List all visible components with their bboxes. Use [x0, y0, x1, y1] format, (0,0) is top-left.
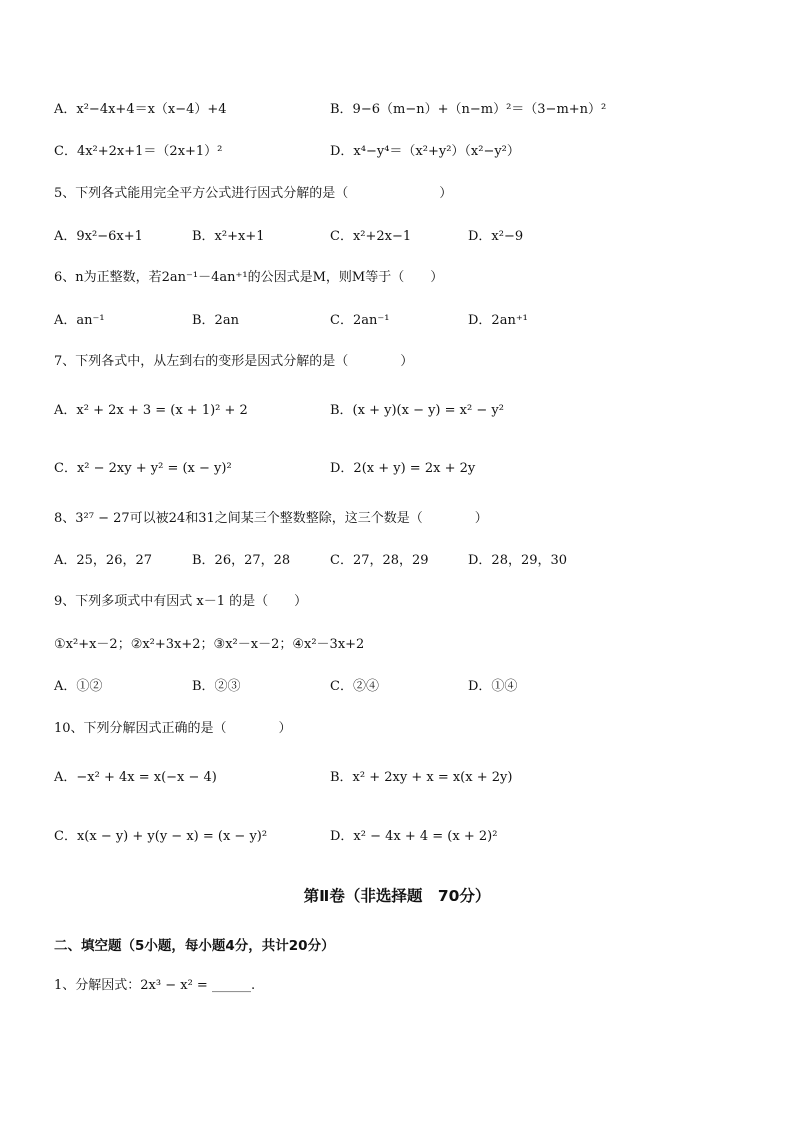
part-title: 二、填空题（5小题，每小题4分，共计20分）: [54, 938, 335, 954]
q9-option-d: D．①④: [468, 679, 518, 694]
q8-stem: 8、3²⁷ − 27可以被24和31之间某三个整数整除，这三个数是（ ）: [54, 511, 488, 526]
q8-option-d: D．28，29，30: [468, 553, 568, 568]
q5-option-b: B．x²+x+1: [192, 229, 265, 244]
q7-stem: 7、下列各式中，从左到右的变形是因式分解的是（ ）: [54, 354, 414, 369]
q7-option-b: B．(x + y)(x − y) = x² − y²: [330, 403, 504, 418]
q6-option-b: B．2an: [192, 313, 239, 328]
q5-stem: 5、下列各式能用完全平方公式进行因式分解的是（ ）: [54, 186, 453, 201]
fill-question-1: 1、分解因式：2x³ − x² = ______.: [54, 978, 256, 993]
q6-option-c: C．2an⁻¹: [330, 313, 390, 328]
q9-items: ①x²+x－2；②x²+3x+2；③x²－x－2；④x²－3x+2: [54, 637, 365, 652]
q7-option-a: A．x² + 2x + 3 = (x + 1)² + 2: [54, 403, 248, 418]
q8-option-b: B．26，27，28: [192, 553, 291, 568]
q5-option-c: C．x²+2x−1: [330, 229, 412, 244]
q4-option-d: D．x⁴−y⁴＝（x²+y²）（x²−y²）: [330, 144, 520, 159]
q4-option-a: A．x²−4x+4＝x（x−4）+4: [54, 102, 227, 117]
q9-stem: 9、下列多项式中有因式 x－1 的是（ ）: [54, 594, 308, 609]
q4-option-c: C．4x²+2x+1＝（2x+1）²: [54, 144, 223, 159]
q6-option-a: A．an⁻¹: [54, 313, 105, 328]
q9-option-b: B．②③: [192, 679, 241, 694]
q10-option-a: A．−x² + 4x = x(−x − 4): [54, 770, 217, 785]
q6-option-d: D．2an⁺¹: [468, 313, 528, 328]
q9-option-c: C．②④: [330, 679, 379, 694]
q7-option-c: C．x² − 2xy + y² = (x − y)²: [54, 461, 232, 476]
q10-option-b: B．x² + 2xy + x = x(x + 2y): [330, 770, 513, 785]
q10-stem: 10、下列分解因式正确的是（ ）: [54, 721, 292, 736]
section-title: 第Ⅱ卷（非选择题 70分）: [303, 887, 491, 905]
q9-option-a: A．①②: [54, 679, 103, 694]
q7-option-d: D．2(x + y) = 2x + 2y: [330, 461, 476, 476]
q5-option-a: A．9x²−6x+1: [54, 229, 143, 244]
q8-option-c: C．27，28，29: [330, 553, 429, 568]
q6-stem: 6、n为正整数，若2an⁻¹－4an⁺¹的公因式是M，则M等于（ ）: [54, 270, 444, 285]
q8-option-a: A．25，26，27: [54, 553, 153, 568]
q10-option-c: C．x(x − y) + y(y − x) = (x − y)²: [54, 829, 268, 844]
q4-option-b: B．9−6（m−n）+（n−m）²＝（3−m+n）²: [330, 102, 607, 117]
q10-option-d: D．x² − 4x + 4 = (x + 2)²: [330, 829, 498, 844]
q5-option-d: D．x²−9: [468, 229, 524, 244]
